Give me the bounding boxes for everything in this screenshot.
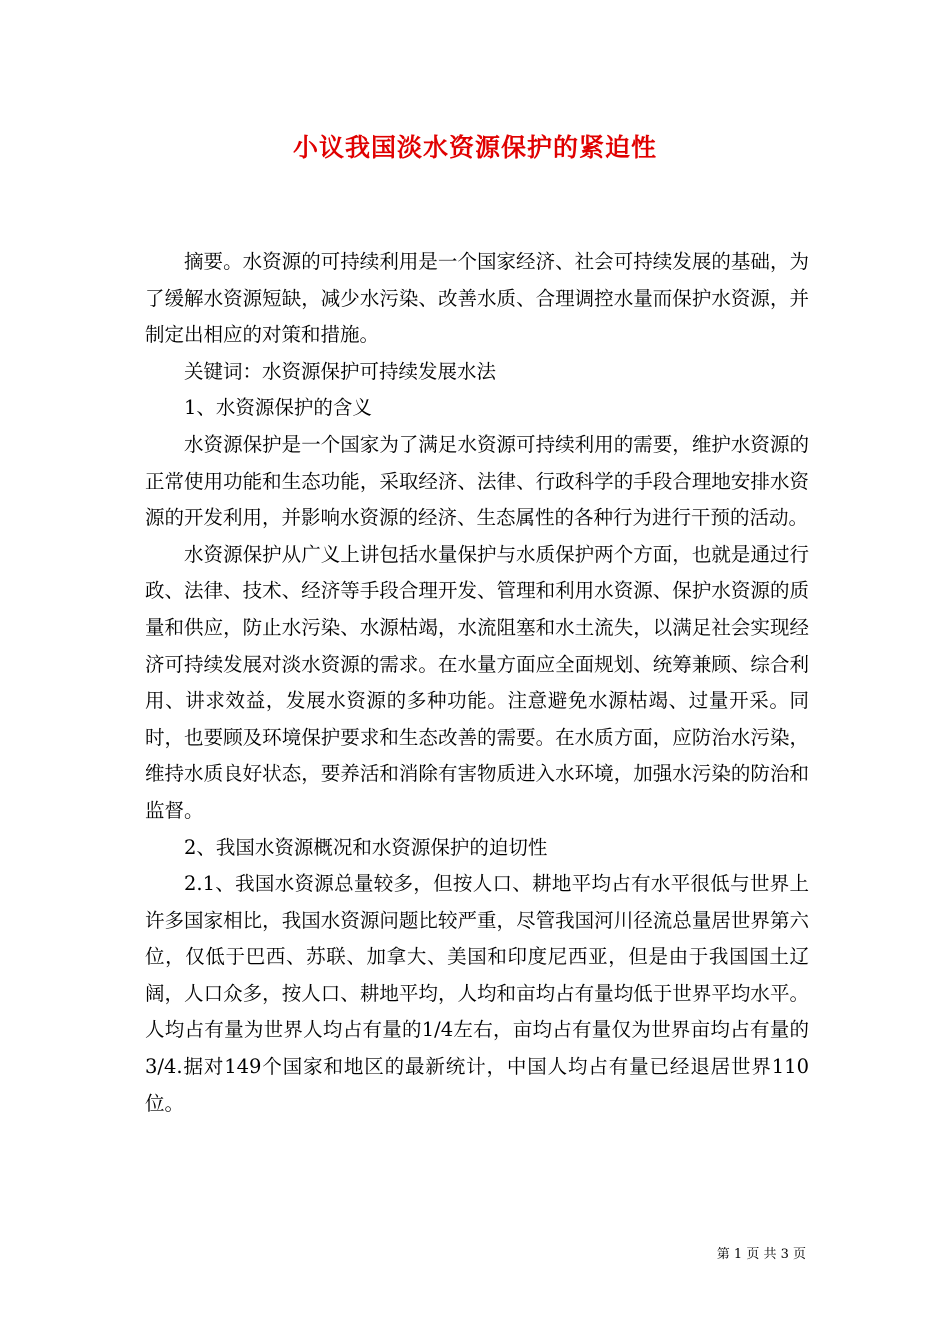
keywords-paragraph: 关键词：水资源保护可持续发展水法 [184,359,497,383]
body-paragraph: 水资源保护从广义上讲包括水量保护与水质保护两个方面，也就是通过行政、法律、技术、经济等手段合理开发、管理和利用水资源、保护水资源的质量和供应，防止水污染、水源枯竭，水流阻塞和水土流失，以满足社会实现经济可持续发展对淡水资源的需求。在水量方面应全面规划、统筹兼顾、综合利用、讲求效益，发展水资源的多种功能。注意避免水源枯竭、过量开采。同时，也要顾及环境保护要求和生态改善的需要。在水质方面，应防治水污染，维持水质良好状态，要养活和消除有害物质进入水环境，加强水污染的防治和监督。 [145,542,809,822]
body-paragraph: 2.1、我国水资源总量较多，但按人口、耕地平均占有水平很低与世界上许多国家相比，我国水资源问题比较严重，尽管我国河川径流总量居世界第六位，仅低于巴西、苏联、加拿大、美国和印度尼西亚，但是由于我国国土辽阔，人口众多，按人口、耕地平均，人均和亩均占有量均低于世界平均水平。人均占有量为世界人均占有量的1/4左右，亩均占有量仅为世界亩均占有量的3/4.据对149个国家和地区的最新统计，中国人均占有量已经退居世界110位。 [145,872,809,1115]
document-title: 小议我国淡水资源保护的紧迫性 [292,133,657,162]
body-paragraph: 水资源保护是一个国家为了满足水资源可持续利用的需要，维护水资源的正常使用功能和生态功能，采取经济、法律、行政科学的手段合理地安排水资源的开发利用，并影响水资源的经济、生态属性的各种行为进行干预的活动。 [145,432,809,530]
section-heading-2: 2、我国水资源概况和水资源保护的迫切性 [184,835,548,859]
page-number-footer: 第 1 页 共 3 页 [716,1247,806,1262]
abstract-paragraph: 摘要。水资源的可持续利用是一个国家经济、社会可持续发展的基础，为了缓解水资源短缺，减少水污染、改善水质、合理调控水量而保护水资源，并制定出相应的对策和措施。 [145,250,809,347]
document-body [145,244,809,1122]
section-heading-1: 1、水资源保护的含义 [184,396,372,420]
